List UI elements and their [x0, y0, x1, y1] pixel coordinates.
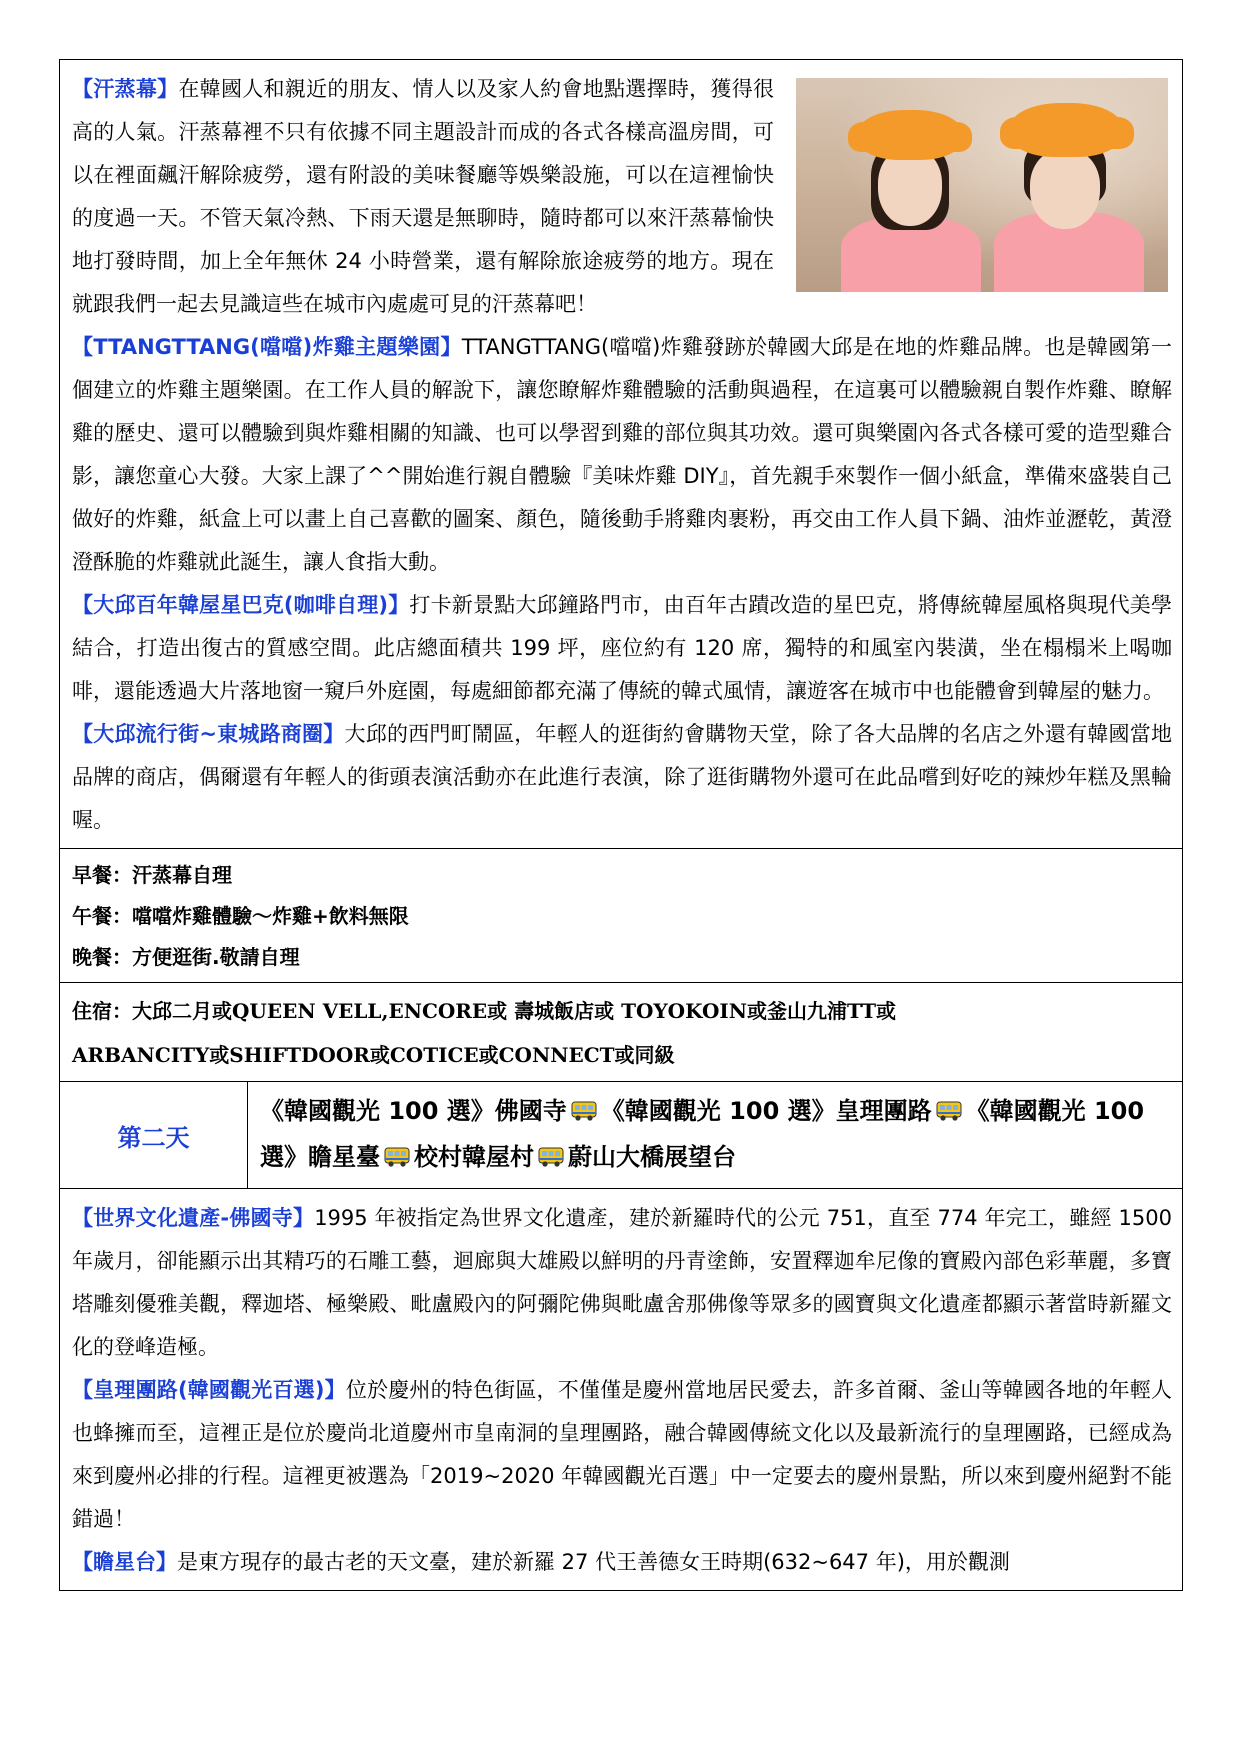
breakfast-line: 早餐：汗蒸幕自理: [72, 863, 232, 887]
lodging-line-2: ARBANCITY或SHIFTDOOR或COTICE或CONNECT或同級: [72, 1043, 675, 1067]
bulguksa-paragraph: [72, 1197, 1172, 1369]
lodging-line-1: 住宿：大邱二月或QUEEN VELL,ENCORE或 壽城飯店或 TOYOKOIN或釜山九浦TT或: [72, 999, 897, 1023]
day2-route: [248, 1082, 1182, 1188]
bulguksa-title: 【世界文化遺產-佛國寺】: [72, 1206, 315, 1230]
cheomseongdae-title: 【瞻星台】: [72, 1550, 177, 1574]
sauna-title: 【汗蒸幕】: [72, 77, 179, 101]
bus-icon: [384, 1146, 410, 1168]
starbucks-text: 打卡新景點大邱鐘路門市，由百年古蹟改造的星巴克，將傳統韓屋風格與現代美學結合，打造出復古的質感空間。此店總面積共 199 坪，座位約有 120 席，獨特的和風室內裝潢，坐在榻榻米上喝咖啡，還能透過大片落地窗一窺戶外庭園，每處細節都充滿了傳統的韓式風情，讓遊客在城市中也能體會到韓屋的魅力。: [72, 593, 1172, 703]
day2-stop-4: 校村韓屋村: [414, 1143, 534, 1171]
day2-attractions-section: [60, 1189, 1182, 1590]
itinerary-document: [59, 59, 1183, 1591]
starbucks-paragraph: [72, 584, 1172, 713]
meals-section: [60, 849, 1182, 983]
sauna-intro: [72, 68, 1172, 326]
lunch-line: 午餐：噹噹炸雞體驗～炸雞+飲料無限: [72, 904, 409, 928]
starbucks-title: 【大邱百年韓屋星巴克(咖啡自理)】: [72, 593, 410, 617]
sauna-text: 在韓國人和親近的朋友、情人以及家人約會地點選擇時，獲得很高的人氣。汗蒸幕裡不只有依據不同主題設計而成的各式各樣高溫房間，可以在裡面飆汗解除疲勞，還有附設的美味餐廳等娛樂設施，可以在這裡愉快的度過一天。不管天氣冷熱、下雨天還是無聊時，隨時都可以來汗蒸幕愉快地打發時間，加上全年無休 24 小時營業，還有解除旅途疲勞的地方。現在就跟我們一起去見識這些在城市內處處可見的汗蒸幕吧！: [72, 77, 774, 316]
hwangnidan-paragraph: [72, 1369, 1172, 1541]
ttangttang-text: TTANGTTANG(噹噹)炸雞發跡於韓國大邱是在地的炸雞品牌。也是韓國第一個建立的炸雞主題樂園。在工作人員的解說下，讓您瞭解炸雞體驗的活動與過程，在這裏可以體驗親自製作炸雞、瞭解雞的歷史、還可以體驗到與炸雞相關的知識、也可以學習到雞的部位與其功效。還可與樂園內各式各樣可愛的造型雞合影，讓您童心大發。大家上課了^^開始進行親自體驗『美味炸雞 DIY』，首先親手來製作一個小紙盒，準備來盛裝自己做好的炸雞，紙盒上可以畫上自己喜歡的圖案、顏色，隨後動手將雞肉裹粉，再交由工作人員下鍋、油炸並瀝乾，黃澄澄酥脆的炸雞就此誕生，讓人食指大動。: [72, 335, 1172, 574]
person-right: [986, 87, 1146, 292]
day2-label: 第二天: [60, 1082, 248, 1188]
hwangnidan-title: 【皇理團路(韓國觀光百選)】: [72, 1378, 346, 1402]
cheomseongdae-text: 是東方現存的最古老的天文臺，建於新羅 27 代王善德女王時期(632~647 年)，用於觀測: [177, 1550, 1010, 1574]
ttangttang-title: 【TTANGTTANG(噹噹)炸雞主題樂園】: [72, 335, 462, 359]
day2-stop-1: 《韓國觀光 100 選》佛國寺: [260, 1097, 567, 1125]
bus-icon: [571, 1100, 597, 1122]
dinner-line: 晚餐：方便逛街.敬請自理: [72, 945, 300, 969]
person-left: [836, 92, 986, 292]
day2-stop-3: 《韓國觀光 100 選》瞻星臺: [260, 1097, 1145, 1171]
dongseongro-paragraph: [72, 713, 1172, 842]
bulguksa-text: 1995 年被指定為世界文化遺產，建於新羅時代的公元 751，直至 774 年完工，雖經 1500 年歲月，卻能顯示出其精巧的石雕工藝，迴廊與大雄殿以鮮明的丹青塗飾，安置釋迦牟尼像的寶殿內部色彩華麗，多寶塔雕刻優雅美觀，釋迦塔、極樂殿、毗盧殿內的阿彌陀佛與毗盧舍那佛像等眾多的國寶與文化遺產都顯示著當時新羅文化的登峰造極。: [72, 1206, 1172, 1359]
dongseongro-title: 【大邱流行街~東城路商圈】: [72, 722, 345, 746]
lodging-section: [60, 983, 1182, 1082]
cheomseongdae-paragraph: [72, 1541, 1172, 1584]
ttangttang-paragraph: [72, 326, 1172, 584]
bus-icon: [538, 1146, 564, 1168]
day2-stop-2: 《韓國觀光 100 選》皇理團路: [600, 1097, 932, 1125]
bus-icon: [936, 1100, 962, 1122]
hwangnidan-text: 位於慶州的特色街區，不僅僅是慶州當地居民愛去，許多首爾、釜山等韓國各地的年輕人也蜂擁而至，這裡正是位於慶尚北道慶州市皇南洞的皇理團路，融合韓國傳統文化以及最新流行的皇理團路，已經成為來到慶州必排的行程。這裡更被選為「2019~2020 年韓國觀光百選」中一定要去的慶州景點，所以來到慶州絕對不能錯過！: [72, 1378, 1172, 1531]
dongseongro-text: 大邱的西門町鬧區，年輕人的逛街約會購物天堂，除了各大品牌的名店之外還有韓國當地品牌的商店，偶爾還有年輕人的街頭表演活動亦在此進行表演，除了逛街購物外還可在此品嚐到好吃的辣炒年糕及黑輪喔。: [72, 722, 1172, 832]
sauna-photo: [796, 78, 1168, 292]
day1-attractions-section: [60, 60, 1182, 849]
day2-stop-5: 蔚山大橋展望台: [568, 1143, 736, 1171]
day2-header-row: [60, 1082, 1182, 1189]
